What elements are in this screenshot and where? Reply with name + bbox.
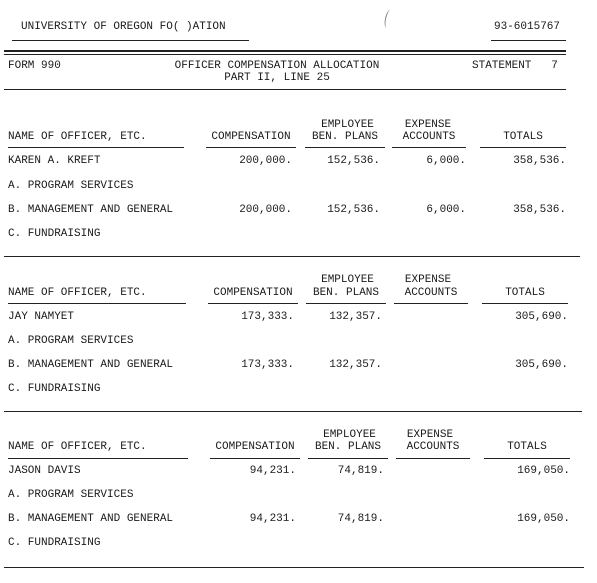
column-rule [484,458,570,459]
statement-label: STATEMENT 7 [472,60,558,72]
column-header-name: NAME OF OFFICER, ETC. [8,441,147,453]
compensation-value: 173,333. [241,359,294,371]
column-header-benefits-line1: EMPLOYEE [321,274,374,286]
column-header-compensation: COMPENSATION [215,441,295,453]
column-header-name: NAME OF OFFICER, ETC. [8,287,147,299]
column-rule [394,303,468,304]
column-rule [208,303,298,304]
row-fundraising: C. FUNDRAISING [8,537,101,549]
compensation-value: 200,000. [239,204,292,216]
row-fundraising: C. FUNDRAISING [8,228,101,240]
row-fundraising: C. FUNDRAISING [8,383,101,395]
header-rule-right [491,40,566,41]
column-rule [480,147,566,148]
column-rule [8,303,186,304]
section-divider [4,411,582,412]
column-header-benefits-line2: BEN. PLANS [312,287,379,299]
row-management-general: B. MANAGEMENT AND GENERAL [8,204,174,216]
column-rule [8,147,184,148]
total-value: 358,536. [513,155,566,167]
total-value: 169,050. [517,513,570,525]
row-program-services: A. PROGRAM SERVICES [8,335,134,347]
officer-name: KAREN A. KREFT [8,155,101,167]
benefits-value: 152,536. [327,155,380,167]
officer-name: JAY NAMYET [8,311,75,323]
officer-name: JASON DAVIS [8,465,81,477]
benefits-value: 74,819. [337,513,384,525]
row-program-services: A. PROGRAM SERVICES [8,180,134,192]
total-value: 169,050. [517,465,570,477]
benefits-value: 152,536. [327,204,380,216]
benefits-value: 132,357. [329,359,382,371]
header-rule-left [12,40,249,41]
benefits-value: 74,819. [337,465,384,477]
column-rule [305,147,385,148]
column-rule [308,458,388,459]
column-rule [482,303,568,304]
column-rule [206,147,296,148]
compensation-value: 173,333. [241,311,294,323]
pen-mark [383,9,394,28]
column-header-expense-line2: ACCOUNTS [406,441,460,453]
column-header-expense-line1: EXPENSE [406,429,454,441]
section-divider [4,567,584,568]
compensation-value: 200,000. [239,155,292,167]
column-header-benefits-line1: EMPLOYEE [323,429,376,441]
total-value: 358,536. [513,204,566,216]
column-header-expense-line2: ACCOUNTS [402,131,456,143]
column-rule [306,303,386,304]
column-header-benefits-line1: EMPLOYEE [321,119,374,131]
column-rule [396,458,470,459]
column-header-expense-line1: EXPENSE [404,274,452,286]
subheader-rule [4,89,566,90]
column-header-totals: TOTALS [505,287,545,299]
page-subtitle: PART II, LINE 25 [224,72,330,84]
expense-value: 6,000. [426,155,466,167]
total-value: 305,690. [515,359,568,371]
page-title: OFFICER COMPENSATION ALLOCATION [174,60,380,72]
column-header-name: NAME OF OFFICER, ETC. [8,131,147,143]
row-management-general: B. MANAGEMENT AND GENERAL [8,359,174,371]
column-rule [210,458,300,459]
ein-number: 93-6015767 [494,21,561,33]
row-program-services: A. PROGRAM SERVICES [8,489,134,501]
column-header-totals: TOTALS [503,131,543,143]
benefits-value: 132,357. [329,311,382,323]
compensation-value: 94,231. [249,465,296,477]
expense-value: 6,000. [426,204,466,216]
section-divider [4,256,580,257]
double-rule-bottom [4,54,566,55]
column-header-benefits-line2: BEN. PLANS [314,441,381,453]
column-header-benefits-line2: BEN. PLANS [311,131,378,143]
column-rule [8,458,188,459]
column-header-compensation: COMPENSATION [211,131,291,143]
column-rule [392,147,466,148]
column-header-totals: TOTALS [507,441,547,453]
column-header-expense-line1: EXPENSE [404,119,452,131]
total-value: 305,690. [515,311,568,323]
row-management-general: B. MANAGEMENT AND GENERAL [8,513,174,525]
double-rule-top [4,50,566,52]
column-header-compensation: COMPENSATION [213,287,293,299]
form-label: FORM 990 [8,60,61,72]
column-header-expense-line2: ACCOUNTS [404,287,458,299]
organization-name: UNIVERSITY OF OREGON FO( )ATION [21,21,226,33]
compensation-value: 94,231. [249,513,296,525]
